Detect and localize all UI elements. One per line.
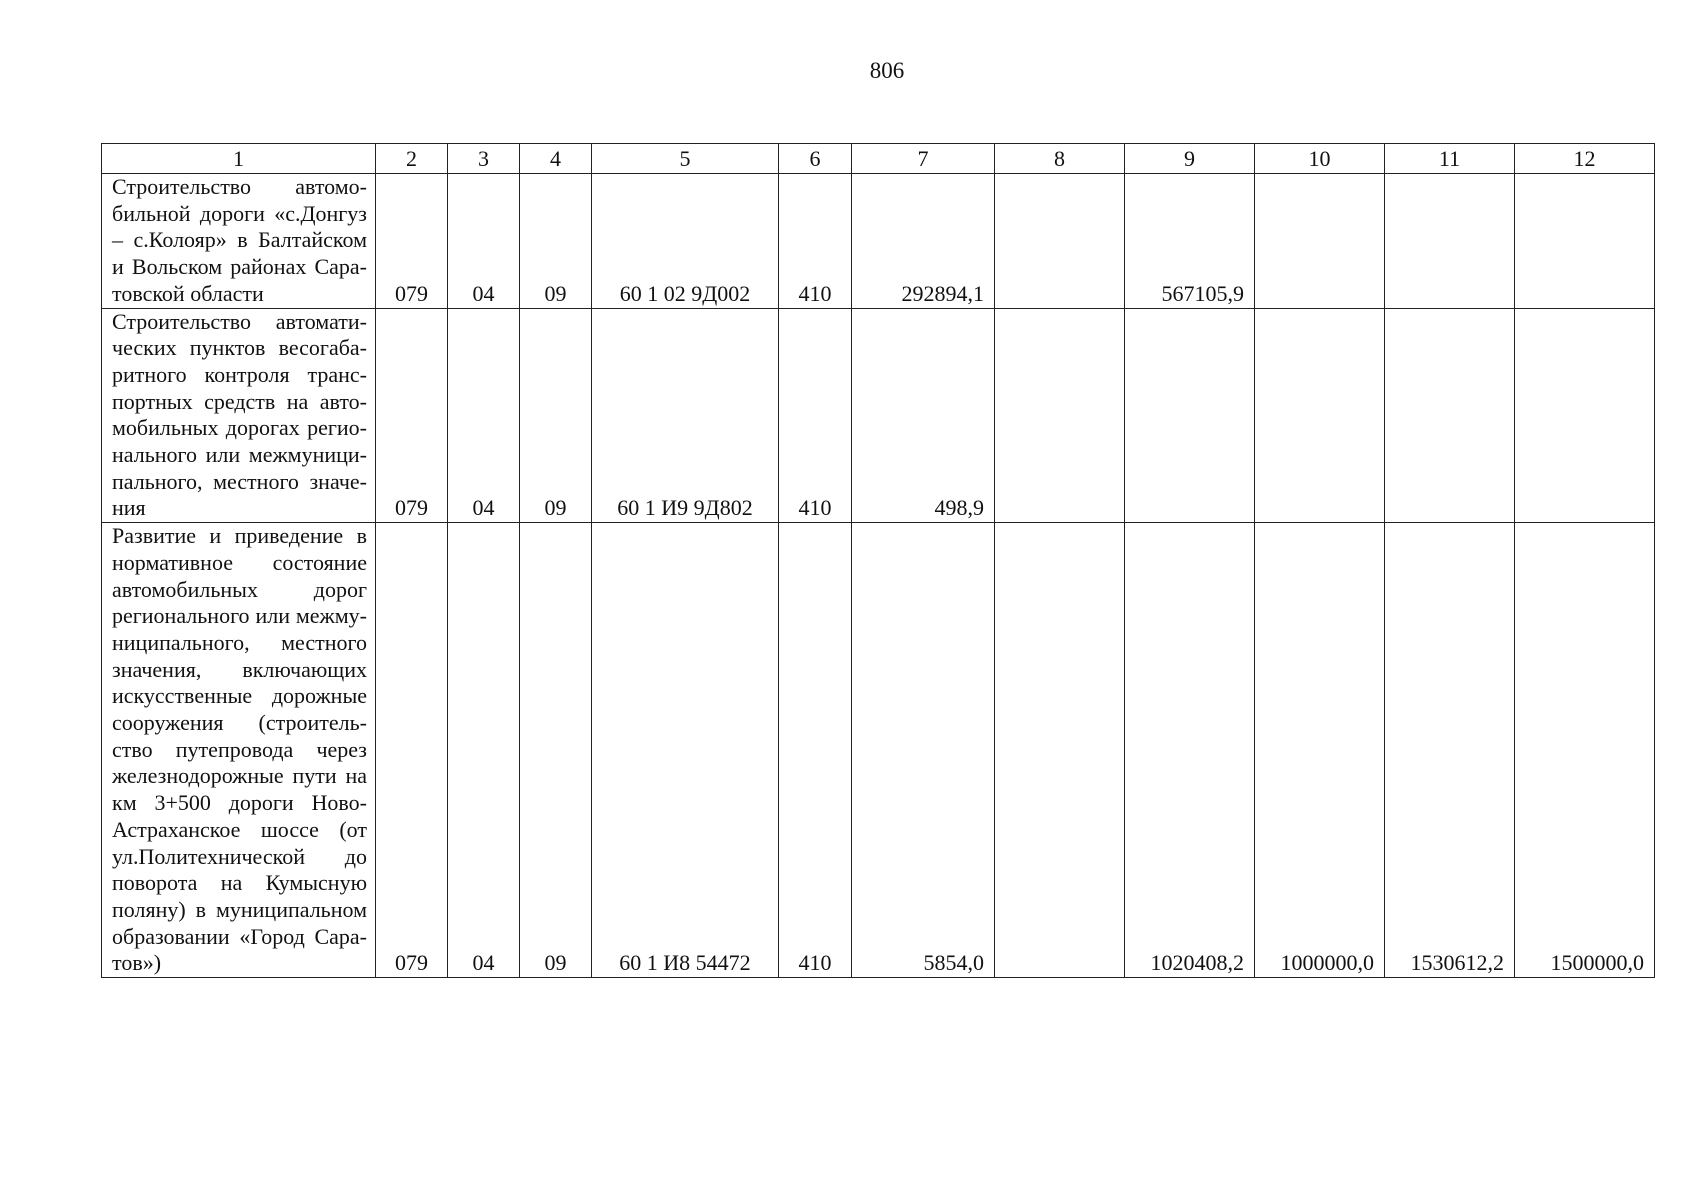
cell: 079: [376, 523, 448, 978]
column-header: 10: [1255, 144, 1385, 174]
column-header: 4: [520, 144, 592, 174]
cell: [1255, 308, 1385, 523]
column-number-row: [102, 144, 1655, 174]
column-header: 1: [102, 144, 376, 174]
cell: 079: [376, 174, 448, 309]
row-description: Развитие и приведение в нормативное состояние автомобильных дорог регионального или межмуниципального, местного значения, включающих искусственные дорожные сооружения (строительство путепровода через железнодорожные пути на км 3+500 дороги Ново-Астраханское шоссе (от ул.Политехнической до поворота на Кумысную поляну) в муниципальном образовании «Город Саратов»): [102, 523, 376, 978]
cell: [1385, 308, 1515, 523]
cell: 04: [448, 523, 520, 978]
column-header: 7: [852, 144, 995, 174]
cell: [995, 523, 1125, 978]
cell: 567105,9: [1125, 174, 1255, 309]
cell: [995, 174, 1125, 309]
cell: 1500000,0: [1515, 523, 1655, 978]
column-header: 12: [1515, 144, 1655, 174]
cell: [1515, 174, 1655, 309]
cell: 04: [448, 174, 520, 309]
cell: 09: [520, 174, 592, 309]
cell: [1385, 174, 1515, 309]
cell: 498,9: [852, 308, 995, 523]
table-row: [102, 174, 1655, 309]
cell: 60 1 02 9Д002: [592, 174, 779, 309]
cell: 60 1 И9 9Д802: [592, 308, 779, 523]
column-header: 3: [448, 144, 520, 174]
cell: 410: [779, 174, 852, 309]
cell: 09: [520, 308, 592, 523]
page-number: 806: [869, 58, 905, 83]
cell: 60 1 И8 54472: [592, 523, 779, 978]
column-header: 11: [1385, 144, 1515, 174]
cell: 410: [779, 308, 852, 523]
cell: 04: [448, 308, 520, 523]
cell: 1020408,2: [1125, 523, 1255, 978]
budget-table: [101, 143, 1655, 978]
column-header: 6: [779, 144, 852, 174]
table-row: [102, 308, 1655, 523]
cell: 1530612,2: [1385, 523, 1515, 978]
table-row: [102, 523, 1655, 978]
cell: 079: [376, 308, 448, 523]
cell: [995, 308, 1125, 523]
column-header: 2: [376, 144, 448, 174]
cell: 09: [520, 523, 592, 978]
cell: [1255, 174, 1385, 309]
cell: 1000000,0: [1255, 523, 1385, 978]
cell: 292894,1: [852, 174, 995, 309]
row-description: Строительство автомобильной дороги «с.Донгуз – с.Колояр» в Балтайском и Вольском районах Саратовской области: [102, 174, 376, 309]
column-header: 8: [995, 144, 1125, 174]
cell: 5854,0: [852, 523, 995, 978]
column-header: 5: [592, 144, 779, 174]
column-header: 9: [1125, 144, 1255, 174]
cell: [1515, 308, 1655, 523]
cell: 410: [779, 523, 852, 978]
row-description: Строительство автоматических пунктов весогабаритного контроля транспортных средств на автомобильных дорогах регионального или межмуниципального, местного значения: [102, 308, 376, 523]
cell: [1125, 308, 1255, 523]
